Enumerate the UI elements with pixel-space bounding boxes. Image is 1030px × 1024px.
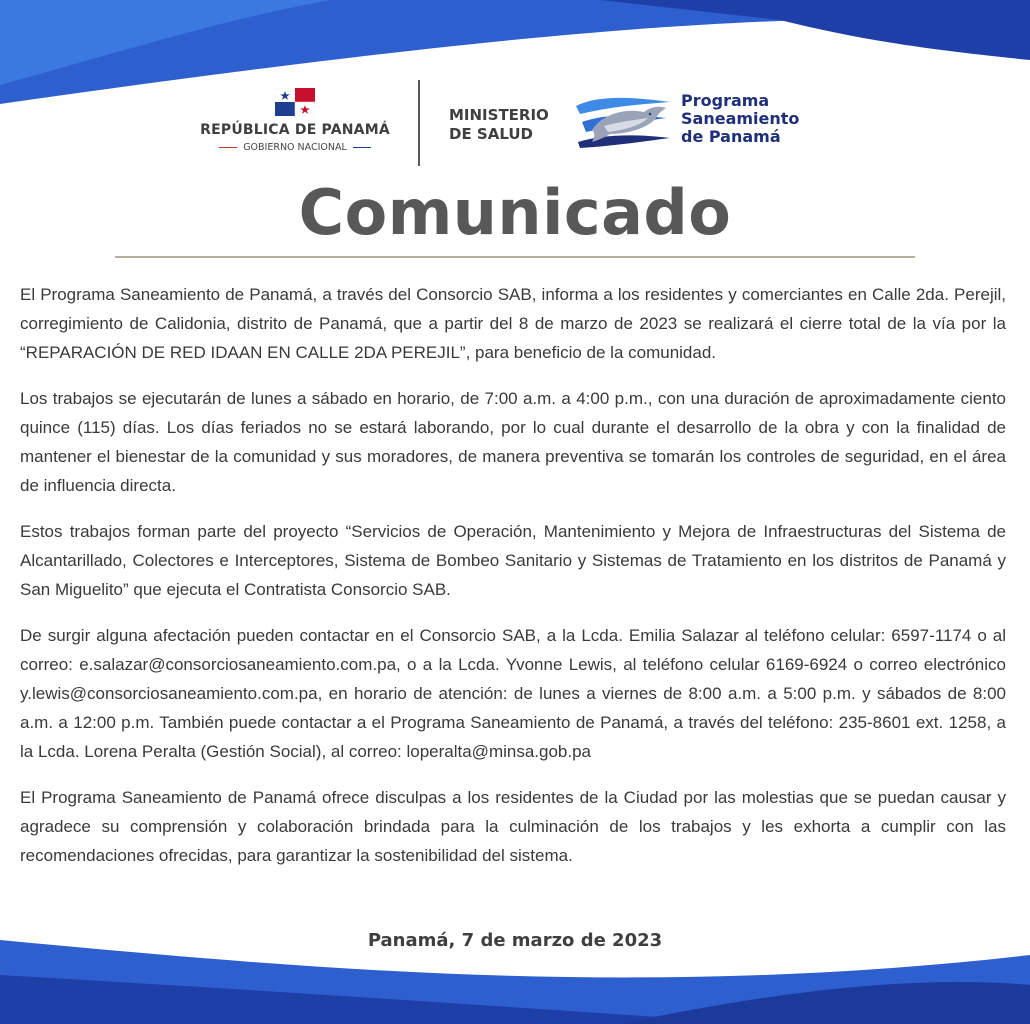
program-line1: Programa [681, 91, 770, 110]
page-title: Comunicado [298, 176, 732, 249]
paragraph-contacts: De surgir alguna afectación pueden contactar en el Consorcio SAB, a la Lcda. Emilia Salazar al teléfono celular: 6597-1174 o al correo: e.salazar@consorciosaneamiento.com.pa, o a la Lcda. Yvonne Lewis, al teléfono celular 6169-6924 o correo electrónico y.lewis@consorciosaneamiento.com.pa, en horario de atención: de lunes a viernes de 8:00 a.m. a 5:00 p.m. y sábados de 8:00 a.m. a 12:00 p.m. También puede contactar a el Programa Saneamiento de Panamá, a través del teléfono: 235-8601 ext. 1258, a la Lcda. Lorena Peralta (Gestión Social), al correo: loperalta@minsa.gob.pa [20, 626, 1006, 761]
gobierno-nacional-logo [190, 88, 400, 153]
blue-rule [353, 147, 371, 149]
gov-title: REPÚBLICA DE PANAMÁ [200, 122, 390, 138]
signature-date: Panamá, 7 de marzo de 2023 [367, 930, 663, 951]
ministry-line2: DE SALUD [449, 125, 533, 143]
ministry-line1: MINISTERIO [449, 106, 549, 124]
paragraph-apology: El Programa Saneamiento de Panamá ofrece disculpas a los residentes de la Ciudad por las molestias que se puedan causar y agradece su comprensión y colaboración brindada para la culminación de los trabajos y les exhorta a cumplir con las recomendaciones ofrecidas, para garantizar la sostenibilidad del sistema. [20, 788, 1006, 865]
header [0, 78, 1030, 170]
header-divider [418, 80, 420, 166]
communique-body [20, 280, 1006, 887]
panama-flag-icon [275, 88, 315, 116]
paragraph-schedule: Los trabajos se ejecutarán de lunes a sábado en horario, de 7:00 a.m. a 4:00 p.m., con una duración de aproximadamente ciento quince (115) días. Los días feriados no se estará laborando, por lo cual durante el desarrollo de la obra y con la finalidad de mantener el bienestar de la comunidad y sus moradores, de manera preventiva se tomarán los controles de seguridad, en el área de influencia directa. [20, 389, 1006, 495]
ministerio-de-salud-logo [449, 106, 549, 144]
saneamiento-dolphin-logo [574, 92, 674, 148]
red-rule [219, 147, 237, 149]
paragraph-project: Estos trabajos forman parte del proyecto “Servicios de Operación, Mantenimiento y Mejora de Infraestructuras del Sistema de Alcantarillado, Colectores e Interceptores, Sistema de Bombeo Sanitario y Sistemas de Tratamiento en los distritos de Panamá y San Miguelito” que ejecuta el Contratista Consorcio SAB. [20, 522, 1006, 599]
program-line3: de Panamá [681, 127, 781, 146]
paragraph-closure-notice: El Programa Saneamiento de Panamá, a través del Consorcio SAB, informa a los residentes y comerciantes en Calle 2da. Perejil, corregimiento de Calidonia, distrito de Panamá, que a partir del 8 de marzo de 2023 se realizará el cierre total de la vía por la “REPARACIÓN DE RED IDAAN EN CALLE 2DA PEREJIL”, para beneficio de la comunidad. [20, 285, 1006, 362]
programa-saneamiento-wordmark [681, 92, 799, 146]
gov-subtitle-text: GOBIERNO NACIONAL [243, 142, 347, 153]
gov-subtitle [190, 142, 400, 153]
title-underline [115, 256, 915, 258]
program-line2: Saneamiento [681, 109, 800, 128]
